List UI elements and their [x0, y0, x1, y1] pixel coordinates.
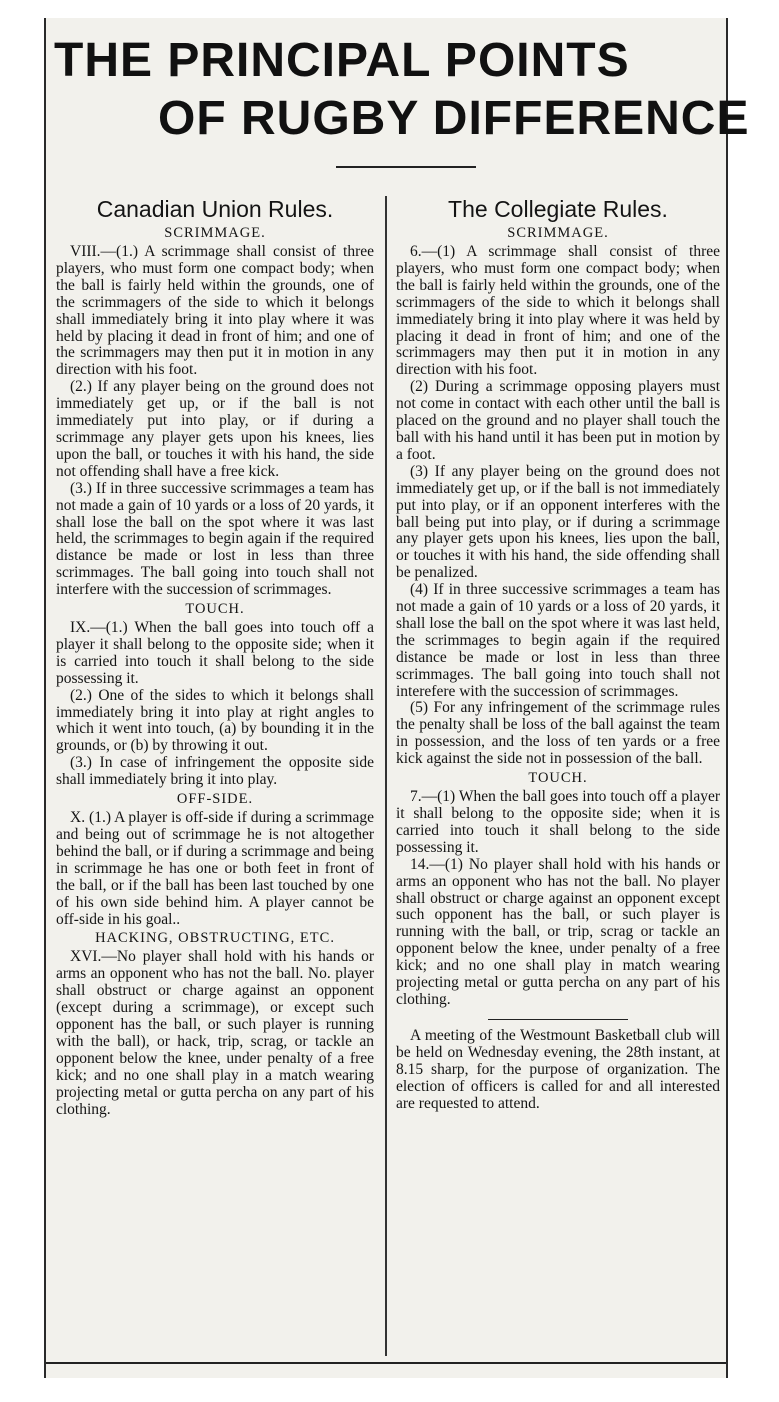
section-heading: HACKING, OBSTRUCTING, ETC.	[95, 930, 335, 947]
section-heading: TOUCH.	[528, 770, 588, 787]
headline-rule	[336, 166, 476, 168]
column-divider	[385, 196, 387, 1356]
rule-paragraph: (5) For any infringement of the scrimmage rules the penalty shall be loss of the ball against the team in possession, and the loss of ten yards or a free kick against the side not in possession of the ball.	[396, 699, 720, 768]
section-heading: SCRIMMAGE.	[164, 225, 266, 241]
rule-paragraph: (4) If in three successive scrimmages a team has not made a gain of 10 yards or a loss of 20 yards, it shall lose the ball on the spot where it was last held, the scrimmages to begin again if the required distance be made or lost in less than three scrimmages. The ball going into touch shall not interefere with the succession of scrimmages.	[396, 581, 720, 700]
newspaper-clipping	[44, 18, 750, 1378]
rule-paragraph: IX.—(1.) When the ball goes into touch off a player it shall belong to the opposite side; when it is carried into touch it shall belong to the side possessing it.	[56, 619, 374, 687]
section-heading: TOUCH.	[185, 601, 245, 618]
rule-paragraph: (3.) If in three successive scrimmages a team has not made a gain of 10 yards or a loss of 20 yards, it shall lose the ball on the spot where it was last held, the scrimmages to begin again if the required distance be made or lost in less than three scrimmages. The ball going into touch shall not interfere with the succession of scrimmages.	[56, 479, 374, 599]
rule-paragraph: (3.) In case of infringement the opposite side shall immediately bring it into play.	[56, 754, 374, 789]
right-border	[726, 18, 728, 1378]
rule-paragraph: XVI.—No player shall hold with his hands or arms an opponent who has not the ball. No. player shall obstruct or charge against an opponent (except during a scrimmage), or except such opponent has the ball, or such player is running with the ball), or hack, trip, scrag, or tackle an opponent below the knee, under penalty of a free kick; and no one shall play in a match wearing projecting metal or gutta percha on any part of his clothing.	[56, 948, 374, 1118]
column-title: The Collegiate Rules.	[448, 196, 668, 222]
rule-paragraph: (2.) If any player being on the ground does not immediately get up, or if the ball is not immediately put into play, or if during a scrimmage any player gets upon his knees, lies upon the ball, or touches it with his hand, the side not offending shall have a free kick.	[56, 378, 374, 480]
rule-paragraph: (2.) One of the sides to which it belongs shall immediately bring it into play at right angles to which it went into touch, (a) by bounding it in the grounds, or (b) by throwing it out.	[56, 686, 374, 755]
collegiate-column	[396, 196, 720, 1113]
bottom-rule	[46, 1362, 726, 1364]
notice-rule	[488, 1019, 628, 1021]
rule-paragraph: (3) If any player being on the ground does not immediately get up, or if the ball is not immediately put into play, or if an opponent interferes with the ball being put into play, or if during a scrimmage any player gets upon his knees, lies upon the ball, or touches it with his hand, the side offending shall be penalized.	[396, 462, 720, 582]
section-heading: OFF-SIDE.	[176, 791, 254, 808]
rule-paragraph: 7.—(1) When the ball goes into touch off a player it shall belong to the opposite side; when it is carried into touch it shall belong to the side possessing it.	[396, 788, 720, 856]
rule-paragraph: 14.—(1) No player shall hold with his hands or arms an opponent who has not the ball. No player shall obstruct or charge against an opponent except such opponent has the ball, or such player is running with the ball, or trip, scrag or tackle an opponent below the knee, under penalty of a free kick; and no one shall play in match wearing projecting metal or gutta percha on any part of his clothing.	[396, 855, 720, 1008]
headline-line-2: OF RUGBY DIFFERENCE	[158, 92, 750, 145]
club-notice: A meeting of the Westmount Basketball club will be held on Wednesday evening, the 28th instant, at 8.15 sharp, for the purpose of organization. The election of officers is called for and all interested are requested to attend.	[396, 1027, 720, 1112]
headline-line-1: THE PRINCIPAL POINTS	[54, 34, 630, 87]
rule-paragraph: X. (1.) A player is off-side if during a scrimmage and being out of scrimmage he is not altogether behind the ball, or if during a scrimmage and being in scrimmage he has one or both feet in front of the ball, or if the ball has been last touched by one of his own side behind him. A player cannot be off-side in his goal..	[56, 809, 374, 928]
rule-paragraph: (2) During a scrimmage opposing players must not come in contact with each other until the ball is placed on the ground and no player shall touch the ball with his hand until it has been put in motion by a foot.	[396, 378, 720, 463]
section-heading: SCRIMMAGE.	[507, 225, 609, 241]
rule-paragraph: 6.—(1) A scrimmage shall consist of three players, who must form one compact body; when the ball is fairly held within the grounds, one of the scrimmagers of the side to which it belongs shall immediately bring it into play where it was held by placing it dead in front of him; and one of the scrimmagers may then put it in motion in any direction with his foot.	[396, 243, 720, 379]
column-title: Canadian Union Rules.	[96, 196, 334, 222]
canadian-union-column	[56, 196, 374, 1119]
left-border	[44, 18, 46, 1378]
rule-paragraph: VIII.—(1.) A scrimmage shall consist of three players, who must form one compact body; when the ball is fairly held within the grounds, one of the scrimmagers of the side to which it belongs shall immediately bring it into play where it was held by placing it dead in front of him; and one of the scrimmagers may then put it in motion in any direction with his foot.	[56, 243, 374, 379]
